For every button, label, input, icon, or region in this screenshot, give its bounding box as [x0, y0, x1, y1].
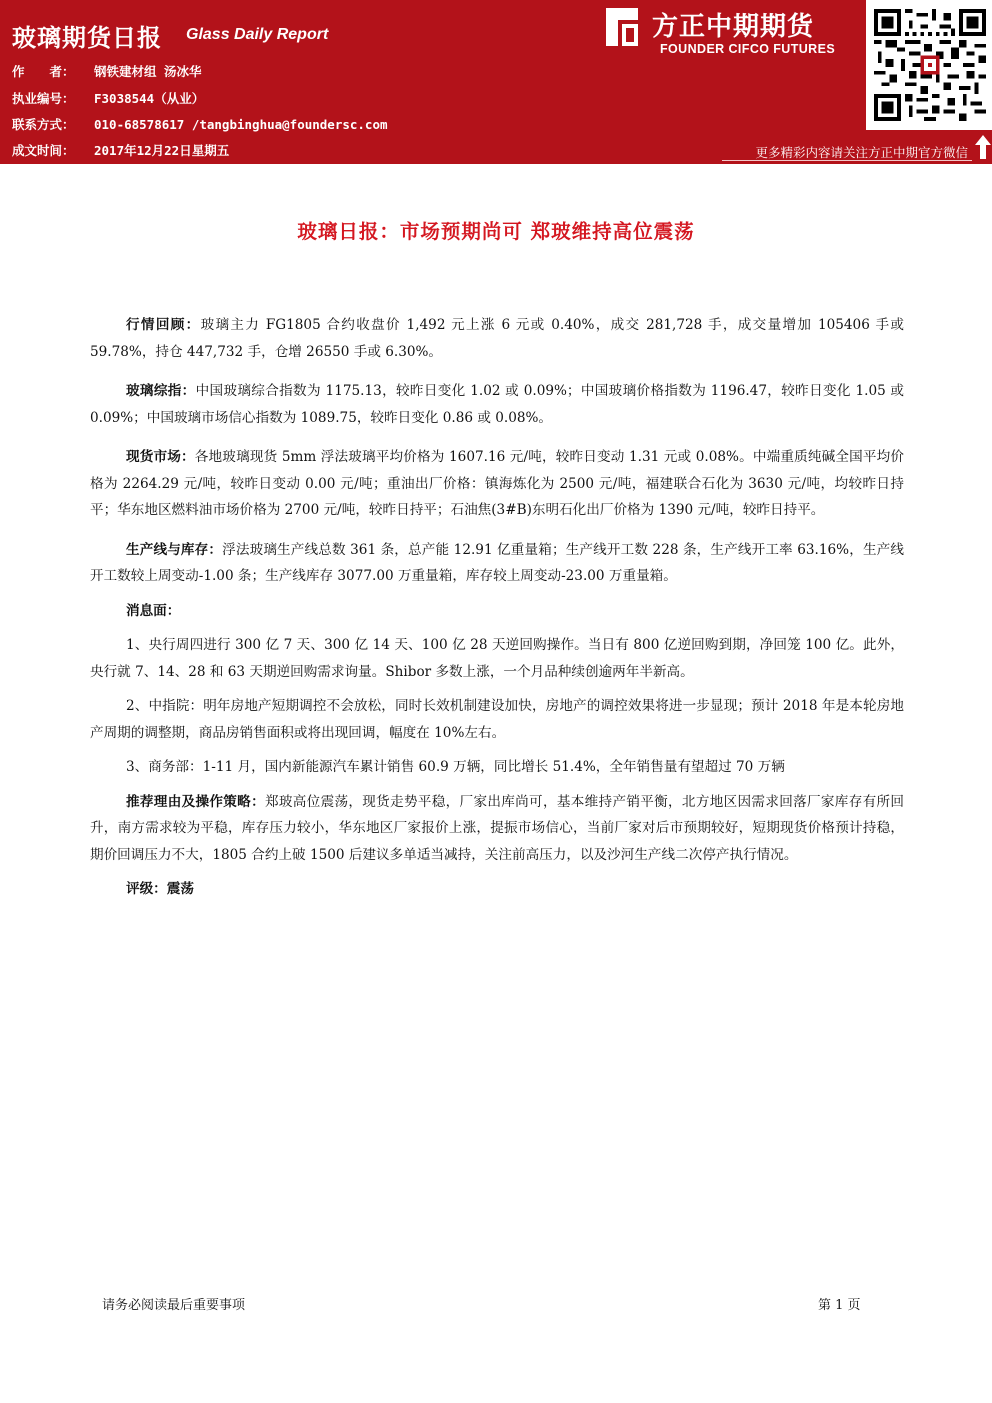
meta-value: 2017年12月22日星期五: [94, 143, 230, 158]
document-title: 玻璃日报：市场预期尚可 郑玻维持高位震荡: [297, 220, 695, 243]
meta-date: [12, 141, 229, 159]
company-name-en: FOUNDER CIFCO FUTURES: [660, 42, 836, 56]
section-rating: [90, 876, 904, 903]
header-band: [0, 0, 992, 164]
section-text: 浮法玻璃生产线总数 361 条，总产能 12.91 亿重量箱；生产线开工数 228 条，生产线开工率 63.16%，生产线开工数较上周变动-1.00 条；生产线库存 3077.00 万重量箱，库存较上周变动-23.00 万重量箱。: [90, 541, 905, 584]
report-title: 玻璃期货日报: [12, 24, 162, 52]
follow-underline: [722, 160, 972, 161]
qr-code: [866, 0, 992, 130]
section-heading: 现货市场：: [126, 449, 195, 465]
section-heading: 玻璃综指：: [126, 383, 196, 399]
section-strategy: [90, 789, 904, 869]
news-item-3: [90, 754, 904, 781]
news-item-2: [90, 693, 904, 746]
section-heading: 推荐理由及操作策略：: [126, 793, 265, 810]
section-heading: 消息面：: [126, 602, 181, 619]
meta-value: 钢铁建材组 汤冰华: [94, 64, 202, 79]
company-logo-icon: [604, 6, 640, 48]
section-news-heading: [90, 598, 904, 625]
report-subtitle: Glass Daily Report: [186, 26, 329, 43]
company-name-cn: 方正中期期货: [652, 12, 815, 42]
meta-label: 执业编号：: [12, 91, 75, 106]
section-text: 2、中指院：明年房地产短期调控不会放松，同时长效机制建设加快，房地产的调控效果将进一步显现；预计 2018 年是本轮房地产周期的调整期，商品房销售面积或将出现回调，幅度在 10%左右。: [90, 698, 904, 741]
meta-label: 联系方式：: [12, 117, 75, 132]
section-text: 中国玻璃综合指数为 1175.13，较昨日变化 1.02 或 0.09%；中国玻璃价格指数为 1196.47，较昨日变化 1.05 或 0.09%；中国玻璃市场信心指数为 1089.75，较昨日变化 0.86 或 0.08%。: [90, 383, 904, 426]
section-text: 各地玻璃现货 5mm 浮法玻璃平均价格为 1607.16 元/吨，较昨日变动 1.31 元或 0.08%。中端重质纯碱全国平均价格为 2264.29 元/吨，较昨日变动 0.00 元/吨；重油出厂价格：镇海炼化为 2500 元/吨，福建联合石化为 3630 元/吨，均较昨日持平；华东地区燃料油市场价格为 2700 元/吨，较昨日持平；石油焦(3#B)东明石化出厂价格为 1390 元/吨，较昨日持平。: [90, 449, 905, 518]
section-heading: 评级：: [126, 881, 167, 897]
report-body: [90, 312, 904, 903]
meta-value: F3038544（从业）: [94, 91, 205, 106]
meta-label: 作 者：: [12, 64, 75, 79]
section-text: 3、商务部：1-11 月，国内新能源汽车累计销售 60.9 万辆，同比增长 51.4%，全年销售量有望超过 70 万辆: [126, 759, 785, 775]
section-text: 玻璃主力 FG1805 合约收盘价 1,492 元上涨 6 元或 0.40%，成交 281,728 手，成交量增加 105406 手或 59.78%，持仓 447,732 手，仓增 26550 手或 6.30%。: [90, 317, 904, 360]
section-spot-market: [90, 444, 904, 524]
news-item-1: [90, 632, 904, 685]
meta-value: 010-68578617 /tangbinghua@foundersc.com: [94, 117, 388, 132]
qr-code-icon: [874, 6, 986, 124]
follow-wechat-text: 更多精彩内容请关注方正中期官方微信: [755, 145, 968, 160]
meta-label: 成文时间：: [12, 143, 75, 158]
meta-license: [12, 89, 204, 107]
section-production-inventory: [90, 537, 904, 590]
meta-author: [12, 62, 202, 80]
footer-disclaimer: 请务必阅读最后重要事项: [102, 1298, 246, 1313]
section-market-review: [90, 312, 904, 365]
arrow-up-icon: [974, 134, 992, 160]
section-text: 1、央行周四进行 300 亿 7 天、300 亿 14 天、100 亿 28 天逆回购操作。当日有 800 亿逆回购到期，净回笼 100 亿。此外，央行就 7、14、28 和 63 天期逆回购需求询量。Shibor 多数上涨，一个月品种续创逾两年半新高。: [90, 637, 904, 680]
section-glass-index: [90, 378, 904, 431]
rating-value: 震荡: [166, 881, 194, 897]
section-text: 郑玻高位震荡，现货走势平稳，厂家出库尚可，基本维持产销平衡，北方地区因需求回落厂家库存有所回升，南方需求较为平稳，库存压力较小，华东地区厂家报价上涨，提振市场信心，当前厂家对后市预期较好，短期现货价格预计持稳，期价回调压力不大，1805 合约上破 1500 后建议多单适当减持，关注前高压力，以及沙河生产线二次停产执行情况。: [90, 793, 904, 863]
section-heading: 生产线与库存：: [126, 541, 223, 558]
meta-contact: [12, 115, 388, 133]
page-number: 第 1 页: [818, 1298, 861, 1313]
section-heading: 行情回顾：: [126, 317, 201, 333]
